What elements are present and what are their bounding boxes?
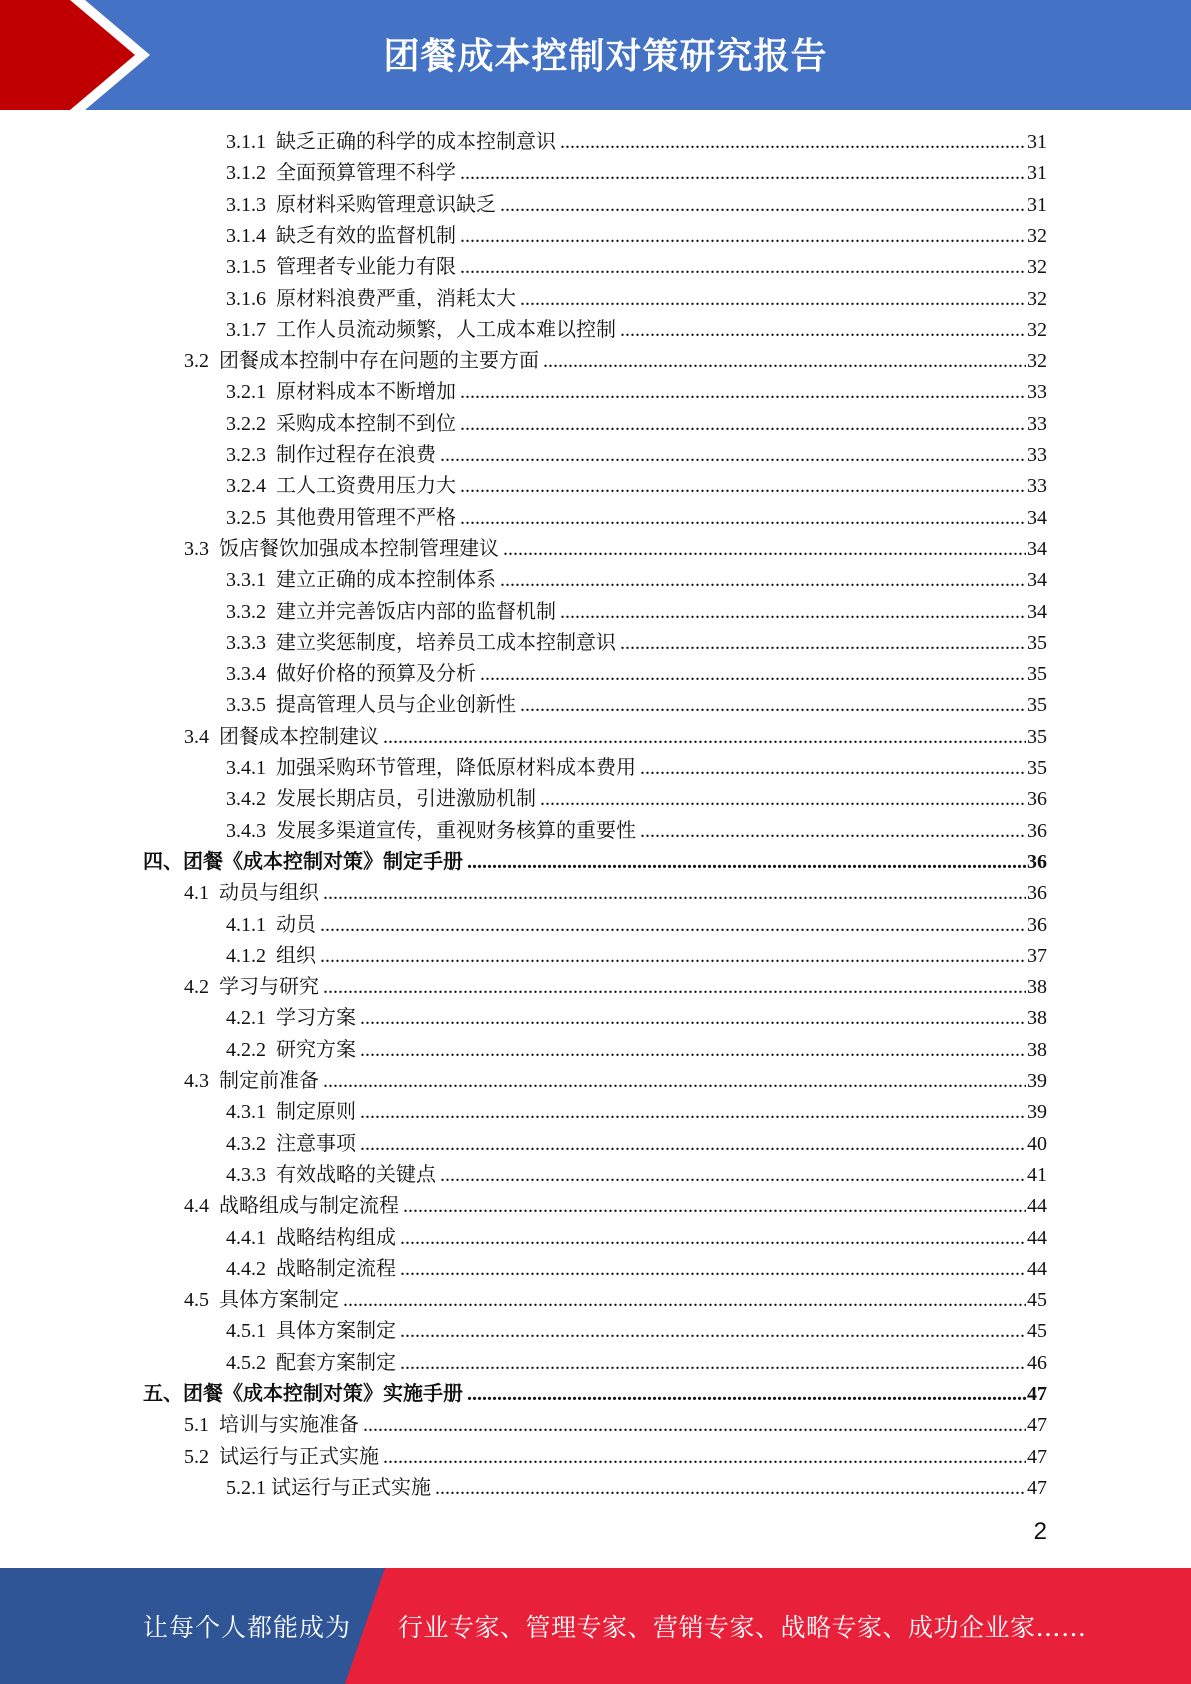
toc-leader-dots — [323, 973, 1026, 1001]
toc-entry-number: 3.1.4 — [226, 224, 266, 247]
toc-entry[interactable] — [184, 1411, 1047, 1439]
toc-entry[interactable] — [226, 817, 1047, 845]
toc-entry[interactable] — [226, 191, 1047, 219]
toc-entry-title: 饭店餐饮加强成本控制管理建议 — [219, 537, 499, 560]
toc-entry[interactable] — [226, 128, 1047, 156]
toc-entry[interactable] — [226, 159, 1047, 187]
toc-entry-title: 提高管理人员与企业创新性 — [276, 694, 516, 717]
toc-entry-title: 制作过程存在浪费 — [276, 444, 436, 466]
toc-entry-number: 3.4.3 — [226, 819, 266, 842]
toc-entry-title: 建立奖惩制度，培养员工成本控制意识 — [276, 631, 616, 654]
toc-entry-page: 47 — [1027, 1445, 1047, 1468]
toc-leader-dots — [323, 1067, 1026, 1095]
toc-leader-dots — [363, 1411, 1026, 1439]
toc-entry-page: 47 — [1027, 1414, 1047, 1437]
toc-leader-dots — [520, 691, 1026, 719]
toc-entry-title: 战略结构组成 — [276, 1226, 396, 1249]
toc-entry-title: 培训与实施准备 — [219, 1414, 359, 1437]
toc-leader-dots — [543, 347, 1026, 375]
toc-entry-title: 发展长期店员，引进激励机制 — [276, 788, 536, 811]
toc-entry-page: 32 — [1027, 318, 1047, 341]
toc-entry-number: 4.3.3 — [226, 1163, 266, 1186]
toc-entry-page: 36 — [1027, 850, 1047, 873]
toc-entry-number: 3.2 — [184, 350, 209, 373]
toc-entry[interactable] — [226, 504, 1047, 532]
toc-entry-number: 3.1.2 — [226, 162, 266, 185]
toc-entry[interactable] — [226, 378, 1047, 406]
toc-leader-dots — [480, 660, 1026, 688]
toc-entry-number: 4.2 — [184, 976, 209, 999]
toc-entry-number: 4.1 — [184, 882, 209, 905]
toc-leader-dots — [540, 785, 1026, 813]
toc-entry-page: 34 — [1027, 569, 1047, 592]
toc-entry-title: 团餐成本控制中存在问题的主要方面 — [219, 350, 539, 373]
toc-entry-number: 4.3 — [184, 1070, 209, 1092]
toc-entry-number: 3.3.1 — [226, 569, 266, 592]
toc-entry-title: 建立并完善饭店内部的监督机制 — [276, 600, 556, 623]
toc-entry[interactable] — [226, 1098, 1047, 1126]
toc-entry-page: 39 — [1027, 1070, 1047, 1092]
toc-entry-page: 38 — [1027, 1038, 1047, 1061]
toc-leader-dots — [560, 128, 1026, 156]
toc-entry[interactable] — [226, 785, 1047, 813]
toc-entry-number: 3.1.5 — [226, 256, 266, 279]
toc-leader-dots — [500, 191, 1026, 219]
toc-entry-title: 发展多渠道宣传，重视财务核算的重要性 — [276, 819, 636, 842]
toc-entry-page: 34 — [1027, 537, 1047, 560]
toc-entry-number: 3.1.7 — [226, 318, 266, 341]
toc-entry-title: 注意事项 — [276, 1132, 356, 1155]
toc-entry-page: 46 — [1027, 1351, 1047, 1374]
toc-entry[interactable] — [226, 754, 1047, 782]
toc-entry-number: 4.4 — [184, 1195, 209, 1218]
toc-entry[interactable] — [226, 1130, 1047, 1158]
toc-entry-number: 4.3.2 — [226, 1132, 266, 1155]
toc-leader-dots — [503, 535, 1026, 563]
toc-entry[interactable] — [184, 973, 1047, 1001]
toc-entry-page: 31 — [1027, 193, 1047, 216]
toc-entry-page: 47 — [1027, 1383, 1047, 1405]
toc-entry[interactable] — [184, 879, 1047, 907]
toc-entry-page: 32 — [1027, 256, 1047, 279]
toc-leader-dots — [460, 504, 1026, 532]
toc-entry-title: 具体方案制定 — [276, 1320, 396, 1343]
toc-entry-title: 做好价格的预算及分析 — [276, 663, 476, 686]
toc-entry[interactable] — [226, 253, 1047, 281]
toc-entry-page: 33 — [1027, 412, 1047, 435]
toc-leader-dots — [620, 629, 1026, 657]
toc-entry-number: 4.3.1 — [226, 1101, 266, 1124]
toc-entry-page: 35 — [1027, 694, 1047, 717]
toc-leader-dots — [435, 1474, 1026, 1502]
toc-entry[interactable] — [226, 1161, 1047, 1189]
toc-entry[interactable] — [226, 316, 1047, 344]
toc-entry-number: 3.2.1 — [226, 381, 266, 404]
toc-entry[interactable] — [226, 1255, 1047, 1283]
toc-entry-page: 38 — [1027, 976, 1047, 999]
toc-entry[interactable] — [226, 598, 1047, 626]
toc-entry-number: 3.3.4 — [226, 663, 266, 686]
document-title: 团餐成本控制对策研究报告 — [383, 36, 828, 77]
toc-entry-page: 33 — [1027, 444, 1047, 466]
toc-entry-title: 配套方案制定 — [276, 1351, 396, 1374]
toc-entry-page: 32 — [1027, 287, 1047, 310]
toc-entry-title: 管理者专业能力有限 — [276, 256, 456, 279]
footer-slogan-right: 行业专家、管理专家、营销专家、战略专家、成功企业家…… — [398, 1613, 1087, 1642]
toc-entry-number: 5.1 — [184, 1414, 209, 1437]
toc-entry-page: 37 — [1027, 944, 1047, 967]
toc-entry[interactable] — [226, 441, 1047, 469]
toc-entry-title: 组织 — [276, 944, 316, 967]
page-header — [0, 0, 1191, 110]
toc-entry-page: 33 — [1027, 475, 1047, 498]
toc-entry-number: 3.3.3 — [226, 631, 266, 654]
toc-leader-dots — [620, 316, 1026, 344]
toc-entry-number: 3.3 — [184, 537, 209, 560]
toc-entry-title: 建立正确的成本控制体系 — [276, 569, 496, 592]
toc-entry[interactable] — [184, 1192, 1047, 1220]
toc-entry[interactable] — [226, 285, 1047, 313]
toc-entry-title: 采购成本控制不到位 — [276, 412, 456, 435]
toc-entry-number: 5.2.1 — [226, 1476, 266, 1499]
toc-leader-dots — [400, 1349, 1026, 1377]
toc-entry-page: 41 — [1027, 1163, 1047, 1186]
toc-entry[interactable] — [143, 1380, 1047, 1408]
toc-leader-dots — [467, 1380, 1026, 1408]
toc-leader-dots — [360, 1036, 1026, 1064]
toc-entry[interactable] — [226, 691, 1047, 719]
page-number: 2 — [1033, 1518, 1047, 1545]
toc-entry-title: 工作人员流动频繁，人工成本难以控制 — [276, 318, 616, 341]
toc-entry-title: 研究方案 — [276, 1038, 356, 1061]
toc-entry[interactable] — [226, 942, 1047, 970]
toc-entry-number: 四、 — [143, 850, 183, 873]
toc-entry[interactable] — [226, 1224, 1047, 1252]
toc-entry-title: 团餐成本控制建议 — [219, 725, 379, 748]
toc-entry-number: 4.4.1 — [226, 1226, 266, 1249]
toc-leader-dots — [360, 1098, 1026, 1126]
toc-entry-title: 有效战略的关键点 — [276, 1163, 436, 1186]
toc-leader-dots — [383, 1443, 1026, 1471]
toc-entry-number: 4.1.1 — [226, 913, 266, 936]
toc-entry-title: 动员与组织 — [219, 882, 319, 905]
toc-leader-dots — [440, 441, 1026, 469]
toc-entry-title: 试运行与正式实施 — [219, 1445, 379, 1468]
toc-leader-dots — [560, 598, 1026, 626]
page-footer — [0, 1568, 1191, 1684]
toc-entry-title: 原材料浪费严重，消耗太大 — [276, 287, 516, 310]
toc-entry[interactable] — [226, 660, 1047, 688]
toc-leader-dots — [500, 566, 1026, 594]
toc-entry[interactable] — [226, 1349, 1047, 1377]
toc-entry-page: 44 — [1027, 1195, 1047, 1218]
toc-entry[interactable] — [226, 566, 1047, 594]
toc-entry-number: 3.3.5 — [226, 694, 266, 717]
toc-entry-page: 44 — [1027, 1226, 1047, 1249]
toc-entry-page: 47 — [1027, 1476, 1047, 1499]
toc-entry-number: 3.1.1 — [226, 131, 266, 153]
toc-leader-dots — [460, 253, 1026, 281]
toc-leader-dots — [640, 817, 1026, 845]
toc-entry-page: 35 — [1027, 631, 1047, 654]
toc-entry-page: 36 — [1027, 913, 1047, 936]
toc-entry-number: 3.1.3 — [226, 193, 266, 216]
toc-entry-page: 45 — [1027, 1320, 1047, 1343]
toc-entry-page: 35 — [1027, 757, 1047, 779]
toc-entry-page: 35 — [1027, 725, 1047, 748]
toc-entry-title: 学习与研究 — [219, 976, 319, 999]
toc-leader-dots — [383, 723, 1026, 751]
toc-entry-page: 38 — [1027, 1007, 1047, 1030]
toc-entry-number: 3.3.2 — [226, 600, 266, 623]
toc-entry-page: 31 — [1027, 162, 1047, 185]
toc-leader-dots — [460, 222, 1026, 250]
toc-entry-number: 5.2 — [184, 1445, 209, 1468]
toc-entry[interactable] — [226, 472, 1047, 500]
toc-entry-page: 36 — [1027, 788, 1047, 811]
toc-entry-title: 加强采购环节管理，降低原材料成本费用 — [276, 757, 636, 779]
toc-leader-dots — [403, 1192, 1026, 1220]
toc-entry-number: 3.2.5 — [226, 506, 266, 529]
toc-entry-title: 制定前准备 — [219, 1070, 319, 1092]
toc-entry[interactable] — [184, 1443, 1047, 1471]
toc-entry-page: 40 — [1027, 1132, 1047, 1155]
toc-entry-title: 战略组成与制定流程 — [219, 1195, 399, 1218]
toc-leader-dots — [467, 848, 1026, 876]
toc-leader-dots — [320, 942, 1026, 970]
toc-entry-title: 试运行与正式实施 — [271, 1476, 431, 1499]
toc-entry-page: 36 — [1027, 819, 1047, 842]
toc-entry-number: 4.2.2 — [226, 1038, 266, 1061]
toc-entry-title: 全面预算管理不科学 — [276, 162, 456, 185]
toc-entry[interactable] — [226, 1474, 1047, 1502]
toc-entry-title: 具体方案制定 — [219, 1289, 339, 1312]
toc-entry[interactable] — [184, 1286, 1047, 1314]
toc-entry-number: 3.4.2 — [226, 788, 266, 811]
toc-leader-dots — [460, 159, 1026, 187]
toc-leader-dots — [460, 410, 1026, 438]
toc-entry-title: 原材料采购管理意识缺乏 — [276, 193, 496, 216]
toc-entry-title: 原材料成本不断增加 — [276, 381, 456, 404]
toc-entry-page: 31 — [1027, 131, 1047, 153]
toc-entry-page: 45 — [1027, 1289, 1047, 1312]
toc-entry-title: 战略制定流程 — [276, 1257, 396, 1280]
toc-leader-dots — [460, 472, 1026, 500]
toc-entry-page: 32 — [1027, 224, 1047, 247]
toc-entry-title: 工人工资费用压力大 — [276, 475, 456, 498]
toc-entry-title: 其他费用管理不严格 — [276, 506, 456, 529]
toc-entry[interactable] — [184, 347, 1047, 375]
toc-entry-page: 39 — [1027, 1101, 1047, 1124]
toc-entry-number: 3.1.6 — [226, 287, 266, 310]
toc-leader-dots — [400, 1224, 1026, 1252]
toc-leader-dots — [343, 1286, 1026, 1314]
toc-entry-number: 4.5.2 — [226, 1351, 266, 1374]
toc-entry-number: 4.4.2 — [226, 1257, 266, 1280]
toc-entry-number: 3.4.1 — [226, 757, 266, 779]
toc-entry-page: 36 — [1027, 882, 1047, 905]
toc-leader-dots — [400, 1255, 1026, 1283]
toc-entry-number: 五、 — [143, 1383, 183, 1405]
toc-leader-dots — [440, 1161, 1026, 1189]
toc-entry-title: 团餐《成本控制对策》实施手册 — [183, 1383, 463, 1405]
toc-entry-page: 35 — [1027, 663, 1047, 686]
toc-leader-dots — [320, 911, 1026, 939]
toc-entry-number: 4.5 — [184, 1289, 209, 1312]
toc-entry[interactable] — [226, 222, 1047, 250]
toc-leader-dots — [520, 285, 1026, 313]
toc-entry-number: 3.2.4 — [226, 475, 266, 498]
toc-entry[interactable] — [226, 410, 1047, 438]
footer-slogan-left: 让每个人都能成为 — [143, 1613, 352, 1642]
toc-leader-dots — [640, 754, 1026, 782]
toc-entry-title: 动员 — [276, 913, 316, 936]
toc-entry-title: 制定原则 — [276, 1101, 356, 1124]
toc-leader-dots — [460, 378, 1026, 406]
toc-entry-title: 缺乏正确的科学的成本控制意识 — [276, 131, 556, 153]
toc-leader-dots — [360, 1130, 1026, 1158]
toc-entry-number: 4.5.1 — [226, 1320, 266, 1343]
toc-entry[interactable] — [226, 911, 1047, 939]
toc-entry-page: 44 — [1027, 1257, 1047, 1280]
toc-entry[interactable] — [184, 1067, 1047, 1095]
toc-entry-number: 3.2.2 — [226, 412, 266, 435]
toc-entry-page: 34 — [1027, 600, 1047, 623]
toc-entry-page: 33 — [1027, 381, 1047, 404]
toc-entry-title: 缺乏有效的监督机制 — [276, 224, 456, 247]
toc-entry[interactable] — [184, 723, 1047, 751]
toc-leader-dots — [360, 1004, 1026, 1032]
toc-entry-page: 32 — [1027, 350, 1047, 373]
toc-entry-number: 3.4 — [184, 725, 209, 748]
toc-entry[interactable] — [184, 535, 1047, 563]
toc-entry[interactable] — [143, 848, 1047, 876]
toc-entry[interactable] — [226, 1317, 1047, 1345]
toc-entry[interactable] — [226, 629, 1047, 657]
toc-leader-dots — [323, 879, 1026, 907]
toc-entry-page: 34 — [1027, 506, 1047, 529]
toc-entry-number: 4.2.1 — [226, 1007, 266, 1030]
toc-entry-title: 团餐《成本控制对策》制定手册 — [183, 850, 463, 873]
toc-entry-title: 学习方案 — [276, 1007, 356, 1030]
toc-entry-number: 3.2.3 — [226, 444, 266, 466]
toc-entry-number: 4.1.2 — [226, 944, 266, 967]
toc-entry[interactable] — [226, 1036, 1047, 1064]
toc-leader-dots — [400, 1317, 1026, 1345]
toc-entry[interactable] — [226, 1004, 1047, 1032]
